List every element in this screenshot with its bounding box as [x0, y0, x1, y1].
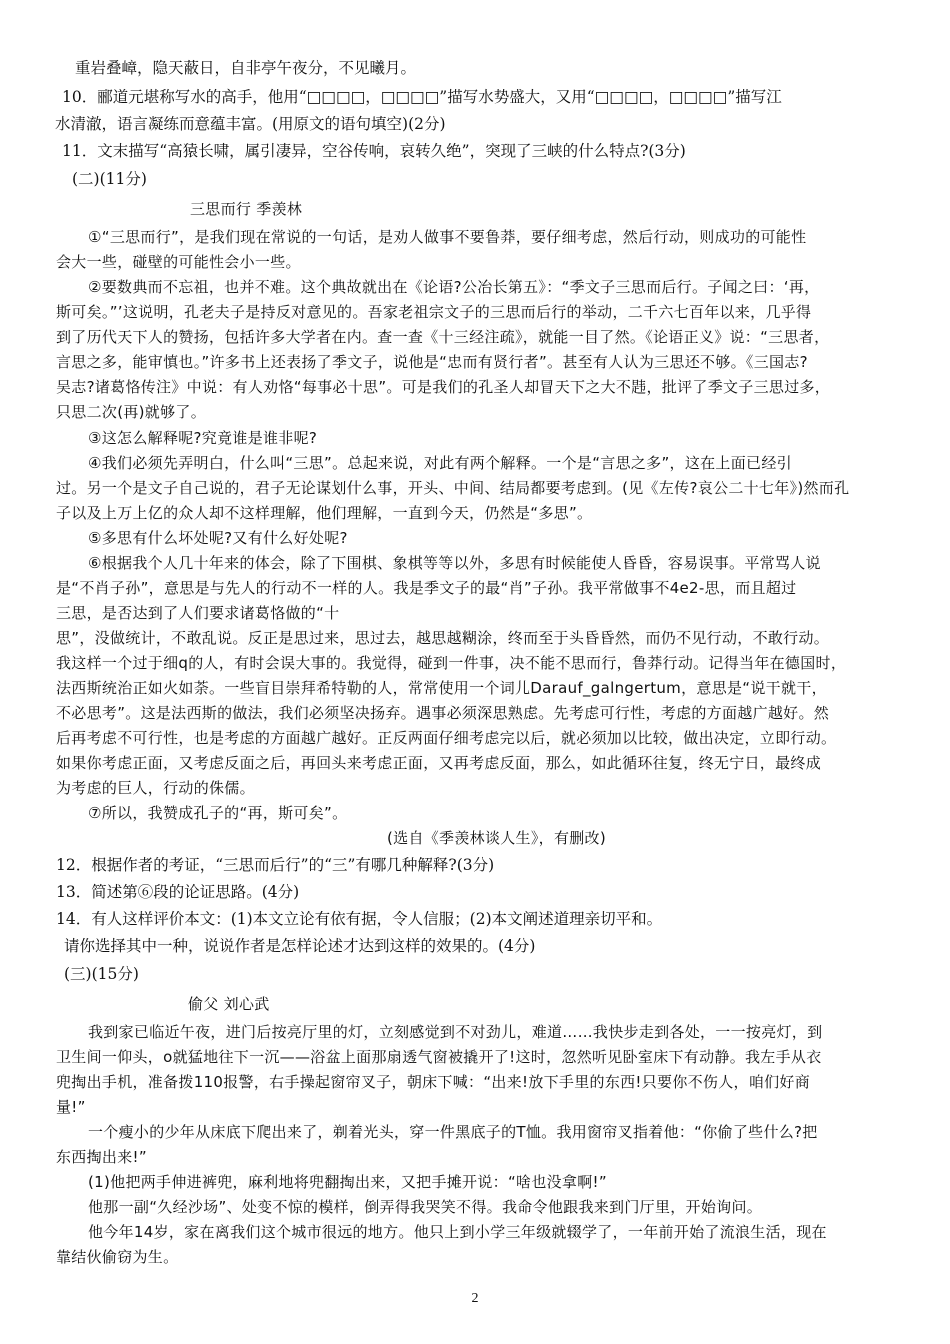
paragraph-line: 后再考虑不可行性，也是考虑的方面越广越好。正反两面仔细考虑完以后，就必须加以比较，做出决定，立即行动。	[56, 729, 837, 747]
paragraph-line: 为考虑的巨人，行动的侏儒。	[56, 779, 255, 797]
paragraph-line: 到了历代天下人的赞扬，包括许多大学者在内。查一查《十三经注疏》，就能一目了然。《论语正义》说：“三思者，	[56, 328, 830, 346]
paragraph-line: 我这样一个过于细q的人，有时会误大事的。我觉得，碰到一件事，决不能不思而行，鲁莽行动。记得当年在德国时，	[56, 654, 847, 672]
paragraph-line: 不必思考”。这是法西斯的做法，我们必须坚决扬弃。遇事必须深思熟虑。先考虑可行性，考虑的方面越广越好。然	[56, 704, 830, 722]
question-14: 14．有人这样评价本文：(1)本文立论有依有据，令人信服；(2)本文阐述道理亲切平和。	[56, 910, 663, 928]
paragraph-line: 我到家已临近午夜，进门后按亮厅里的灯，立刻感觉到不对劲儿，难道……我快步走到各处，一一按亮灯，到	[88, 1023, 823, 1041]
paragraph-line: 会大一些，碰壁的可能性会小一些。	[56, 253, 301, 271]
paragraph-line: 法西斯统治正如火如荼。一些盲目崇拜希特勒的人，常常使用一个词儿Darauf_galngertum，意思是“说干就干，	[56, 679, 827, 697]
paragraph-line: 卫生间一仰头，o就猛地往下一沉——浴盆上面那扇透气窗被撬开了!这时，忽然听见卧室床下有动静。我左手从衣	[56, 1048, 822, 1066]
page-number: 2	[471, 1291, 479, 1306]
section-heading: (二)(11分)	[72, 170, 147, 188]
paragraph-line: 吴志?诸葛恪传注》中说：有人劝恪“每事必十思”。可是我们的孔圣人却冒天下之大不韪，批评了季文子三思过多，	[56, 378, 831, 396]
paragraph-line: ⑥根据我个人几十年来的体会，除了下围棋、象棋等等以外，多思有时候能使人昏昏，容易误事。平常骂人说	[88, 554, 821, 572]
paragraph-line: ①“三思而行”，是我们现在常说的一句话，是劝人做事不要鲁莽，要仔细考虑，然后行动，则成功的可能性	[88, 228, 807, 246]
section-heading: (三)(15分)	[64, 965, 139, 983]
paragraph-line: (1)他把两手伸进裤兜，麻利地将兜翻掏出来，又把手摊开说：“啥也没拿啊!”	[88, 1173, 607, 1191]
paragraph-line: ②要数典而不忘祖，也并不难。这个典故就出在《论语?公冶长第五》：“季文子三思而后行。子闻之曰：‘再，	[88, 278, 820, 296]
paragraph-line: 东西掏出来!”	[56, 1148, 147, 1166]
paragraph-line: 言思之多，能审慎也。”许多书上还表扬了季文子，说他是“忠而有贤行者”。甚至有人认为三思还不够。《三国志?	[56, 353, 808, 371]
paragraph-line: 子以及上万上亿的众人却不这样理解，他们理解，一直到今天，仍然是“多思”。	[56, 504, 593, 522]
paragraph-line: ④我们必须先弄明白，什么叫“三思”。总起来说，对此有两个解释。一个是“言思之多”，这在上面已经引	[88, 454, 792, 472]
question-10: 10．郦道元堪称写水的高手，他用“□□□□，□□□□”描写水势盛大，又用“□□□□，□□□□”描写江	[62, 88, 782, 106]
question-13: 13．简述第⑥段的论证思路。(4分)	[56, 883, 300, 901]
question-12: 12．根据作者的考证，“三思而后行”的“三”有哪几种解释?(3分)	[56, 856, 495, 874]
paragraph-line: 思”，没做统计，不敢乱说。反正是思过来，思过去，越思越糊涂，终而至于头昏昏然，而仍不见行动，不敢行动。	[56, 629, 830, 647]
paragraph-line: 量!”	[56, 1098, 86, 1116]
paragraph-line: 只思二次(再)就够了。	[56, 403, 207, 421]
article-title: 偷父 刘心武	[188, 995, 270, 1013]
paragraph-line: 他那一副“久经沙场”、处变不惊的模样，倒弄得我哭笑不得。我命令他跟我来到门厅里，开始询问。	[88, 1198, 763, 1216]
paragraph-line: 靠结伙偷窃为生。	[56, 1248, 179, 1266]
article-title: 三思而行 季羡林	[190, 200, 303, 218]
paragraph-line: 兜掏出手机，准备拨110报警，右手操起窗帘叉子，朝床下喊：“出来!放下手里的东西!只要你不伤人，咱们好商	[56, 1073, 811, 1091]
source-note: (选自《季羡林谈人生》，有删改)	[387, 829, 607, 847]
paragraph-line: 如果你考虑正面，又考虑反面之后，再回头来考虑正面，又再考虑反面，那么，如此循环往复，终无宁日，最终成	[56, 754, 822, 772]
paragraph-line: 三思，是否达到了人们要求诸葛恪做的“十	[56, 604, 340, 622]
paragraph-line: ③这怎么解释呢?究竟谁是谁非呢?	[88, 429, 318, 447]
text-line: 水清澈，语言凝练而意蕴丰富。(用原文的语句填空)(2分)	[55, 115, 446, 133]
paragraph-line: 过。另一个是文子自己说的，君子无论谋划什么事，开头、中间、结局都要考虑到。(见《左传?哀公二十七年》)然而孔	[56, 479, 850, 497]
paragraph-line: ⑦所以，我赞成孔子的“再，斯可矣”。	[88, 804, 348, 822]
text-line: 请你选择其中一种，说说作者是怎样论述才达到这样的效果的。(4分)	[64, 937, 536, 955]
paragraph-line: ⑤多思有什么坏处呢?又有什么好处呢?	[88, 529, 348, 547]
text-line: 重岩叠嶂，隐天蔽日，自非亭午夜分，不见曦月。	[75, 59, 417, 77]
question-11: 11．文末描写“高猿长啸，属引凄异，空谷传响，哀转久绝”，突现了三峡的什么特点?(3分)	[62, 142, 686, 160]
paragraph-line: 是“不肖子孙”，意思是与先人的行动不一样的人。我是季文子的最“肖”子孙。我平常做事不4e2-思，而且超过	[56, 579, 797, 597]
paragraph-line: 他今年14岁，家在离我们这个城市很远的地方。他只上到小学三年级就辍学了，一年前开始了流浪生活，现在	[88, 1223, 827, 1241]
paragraph-line: 斯可矣。”’这说明，孔老夫子是持反对意见的。吾家老祖宗文子的三思而后行的举动，二千六七百年以来，几乎得	[56, 303, 812, 321]
paragraph-line: 一个瘦小的少年从床底下爬出来了，剃着光头，穿一件黑底子的T恤。我用窗帘叉指着他：“你偷了些什么?把	[88, 1123, 818, 1141]
